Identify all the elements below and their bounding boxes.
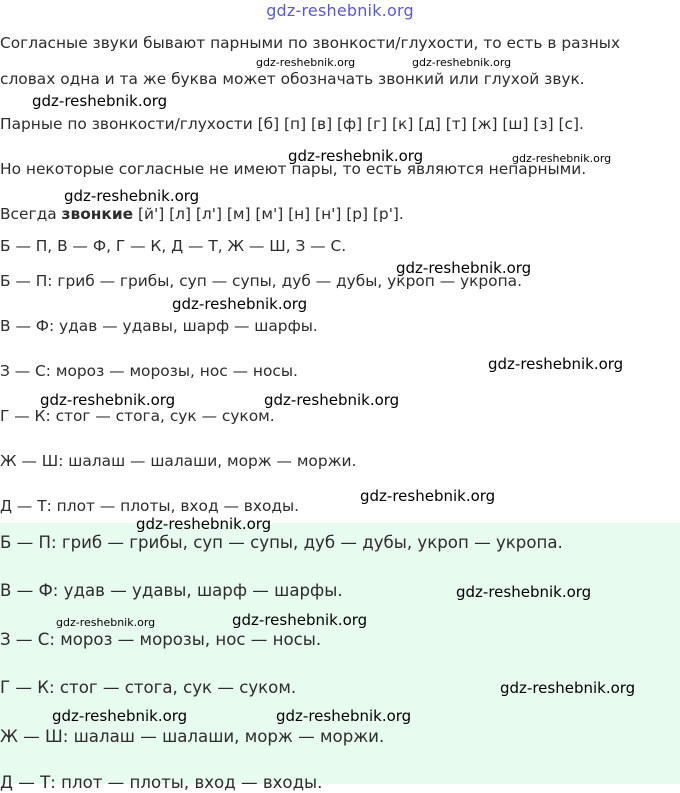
text-line-5 bbox=[0, 204, 404, 224]
pairs-line: Б — П, В — Ф, Г — К, Д — Т, Ж — Ш, З — С. bbox=[0, 237, 347, 255]
watermark: gdz-reshebnik.org bbox=[172, 295, 308, 313]
watermark: gdz-reshebnik.org bbox=[360, 487, 496, 505]
watermark: gdz-reshebnik.org bbox=[32, 92, 168, 110]
watermark: gdz-reshebnik.org bbox=[64, 187, 200, 205]
answer-line: В — Ф: удав — удавы, шарф — шарфы. bbox=[0, 581, 343, 600]
watermark: gdz-reshebnik.org bbox=[456, 583, 592, 601]
watermark: gdz-reshebnik.org bbox=[52, 707, 188, 725]
watermark: gdz-reshebnik.org bbox=[276, 707, 412, 725]
watermark: gdz-reshebnik.org bbox=[256, 56, 356, 69]
watermark: gdz-reshebnik.org bbox=[232, 611, 368, 629]
text-line-4: Но некоторые согласные не имеют пары, то есть являются непарными. bbox=[0, 160, 587, 178]
text-line-2: словах одна и та же буква может обозначать звонкий или глухой звук. bbox=[0, 70, 585, 88]
watermark: gdz-reshebnik.org bbox=[136, 515, 272, 533]
watermark: gdz-reshebnik.org bbox=[396, 259, 532, 277]
answer-line: З — С: мороз — морозы, нос — носы. bbox=[0, 630, 322, 649]
voiced-label: звонкие bbox=[61, 205, 134, 223]
watermark: gdz-reshebnik.org bbox=[56, 616, 156, 629]
watermark: gdz-reshebnik.org bbox=[288, 147, 424, 165]
example-line: В — Ф: удав — удавы, шарф — шарфы. bbox=[0, 317, 318, 335]
example-line: Б — П: гриб — грибы, суп — супы, дуб — дубы, укроп — укропа. bbox=[0, 272, 522, 290]
text-line-5-prefix: Всегда bbox=[0, 205, 62, 223]
watermark: gdz-reshebnik.org bbox=[500, 679, 636, 697]
example-line: Г — К: стог — стога, сук — суком. bbox=[0, 407, 275, 425]
watermark: gdz-reshebnik.org bbox=[264, 391, 400, 409]
text-line-1: Согласные звуки бывают парными по звонкости/глухости, то есть в разных bbox=[0, 34, 621, 52]
watermark: gdz-reshebnik.org bbox=[512, 152, 612, 165]
header-watermark: gdz-reshebnik.org bbox=[266, 1, 414, 20]
watermark: gdz-reshebnik.org bbox=[412, 56, 512, 69]
text-line-3: Парные по звонкости/глухости [б] [п] [в] [ф] [г] [к] [д] [т] [ж] [ш] [з] [с]. bbox=[0, 115, 584, 133]
example-line: Ж — Ш: шалаш — шалаши, морж — моржи. bbox=[0, 452, 357, 470]
answer-line: Б — П: гриб — грибы, суп — супы, дуб — дубы, укроп — укропа. bbox=[0, 533, 563, 552]
example-line: З — С: мороз — морозы, нос — носы. bbox=[0, 362, 298, 380]
answer-line: Ж — Ш: шалаш — шалаши, морж — моржи. bbox=[0, 727, 385, 746]
answer-line: Д — Т: плот — плоты, вход — входы. bbox=[0, 773, 323, 792]
example-line: Д — Т: плот — плоты, вход — входы. bbox=[0, 497, 300, 515]
watermark: gdz-reshebnik.org bbox=[488, 355, 624, 373]
text-line-5-suffix: [й'] [л] [л'] [м] [м'] [н] [н'] [р] [р']. bbox=[133, 205, 404, 223]
answer-line: Г — К: стог — стога, сук — суком. bbox=[0, 678, 297, 697]
watermark: gdz-reshebnik.org bbox=[40, 391, 176, 409]
